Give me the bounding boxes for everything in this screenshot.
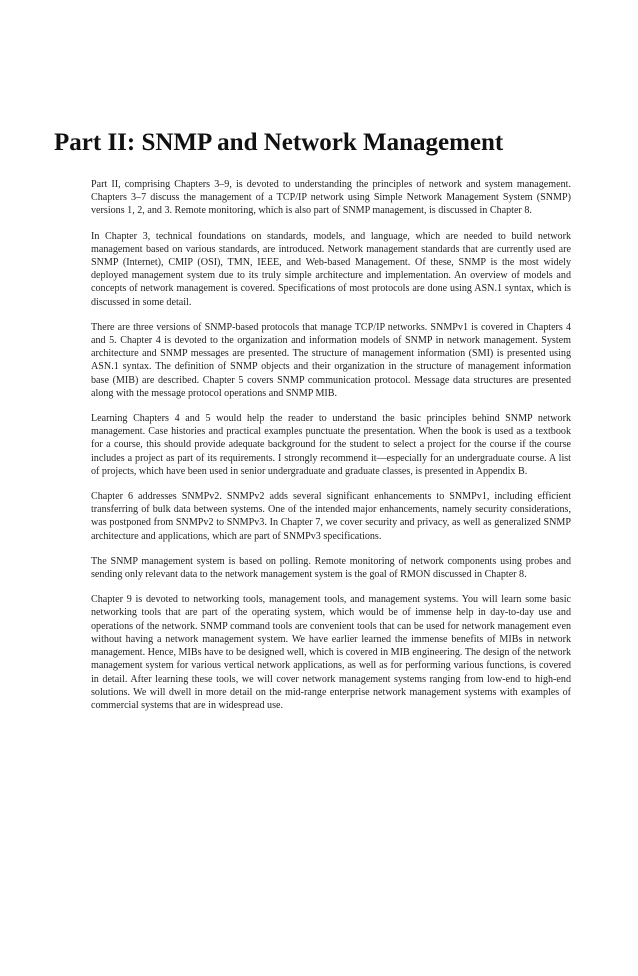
part-title: Part II: SNMP and Network Management [54,129,504,156]
body-text [91,178,571,724]
paragraph-snmpv2: Chapter 6 addresses SNMPv2. SNMPv2 adds several significant enhancements to SNMPv1, including efficient transferring of bulk data between systems. One of the intended major enhancements, namely security considerations, was postponed from SNMPv2 to SNMPv3. In Chapter 7, we cover security and privacy, as well as generalized SNMP architecture and applications, which are part of SNMPv3 specifications. [91,491,571,542]
paragraph-snmpv1: There are three versions of SNMP-based protocols that manage TCP/IP networks. SNMPv1 is covered in Chapters 4 and 5. Chapter 4 is devoted to the organization and information models of SNMP in network management. System architecture and SNMP messages are presented. The structure of management information (SMI) is presented using ASN.1 syntax. The definition of SNMP objects and their organization in the structure of management information base (MIB) are described. Chapter 5 covers SNMP communication protocol. Message data structures are presented along with the message protocol operations and SNMP MIB. [91,321,571,399]
paragraph-overview: Part II, comprising Chapters 3–9, is devoted to understanding the principles of network and system management. Chapters 3–7 discuss the management of a TCP/IP network using Simple Network Management System (SNMP) versions 1, 2, and 3. Remote monitoring, which is also part of SNMP management, is discussed in Chapter 8. [91,179,571,217]
paragraph-learning: Learning Chapters 4 and 5 would help the reader to understand the basic principles behind SNMP network management. Case histories and practical examples punctuate the presentation. When the book is used as a textbook for a course, this should provide adequate background for the student to select a project for the course if the course includes a project as part of its requirements. I strongly recommend it—especially for an undergraduate course. A list of projects, which have been used in senior undergraduate and graduate classes, is presented in Appendix B. [91,413,571,477]
paragraph-chapter-9: Chapter 9 is devoted to networking tools, management tools, and management systems. You will learn some basic networking tools that are part of the operating system, which would be of immense help in day-to-day use and operations of the network. SNMP command tools are convenient tools that can be used for network management even without having a network management system. We have earlier learned the immense benefits of MIBs in network management. Hence, MIBs have to be designed well, which is covered in MIB engineering. The design of the network management system for various vertical network applications, as well as for performing various functions, is covered in detail. After learning these tools, we will cover network management systems ranging from low-end to high-end solutions. We will dwell in more detail on the mid-range enterprise network management systems with examples of commercial systems that are in widespread use. [91,594,571,711]
paragraph-rmon: The SNMP management system is based on polling. Remote monitoring of network components using probes and sending only relevant data to the network management system is the goal of RMON discussed in Chapter 8. [91,555,571,581]
paragraph-chapter-3: In Chapter 3, technical foundations on standards, models, and language, which are needed to build network management based on various standards, are introduced. Network management standards that are currently used are SNMP (Internet), CMIP (OSI), TMN, IEEE, and Web-based Management. Of these, SNMP is the most widely deployed management system due to its truly simple architecture and implementation. An overview of models and concepts of network management is covered. Specifications of most protocols are done using ASN.1 syntax, which is discussed in some detail. [91,230,571,308]
